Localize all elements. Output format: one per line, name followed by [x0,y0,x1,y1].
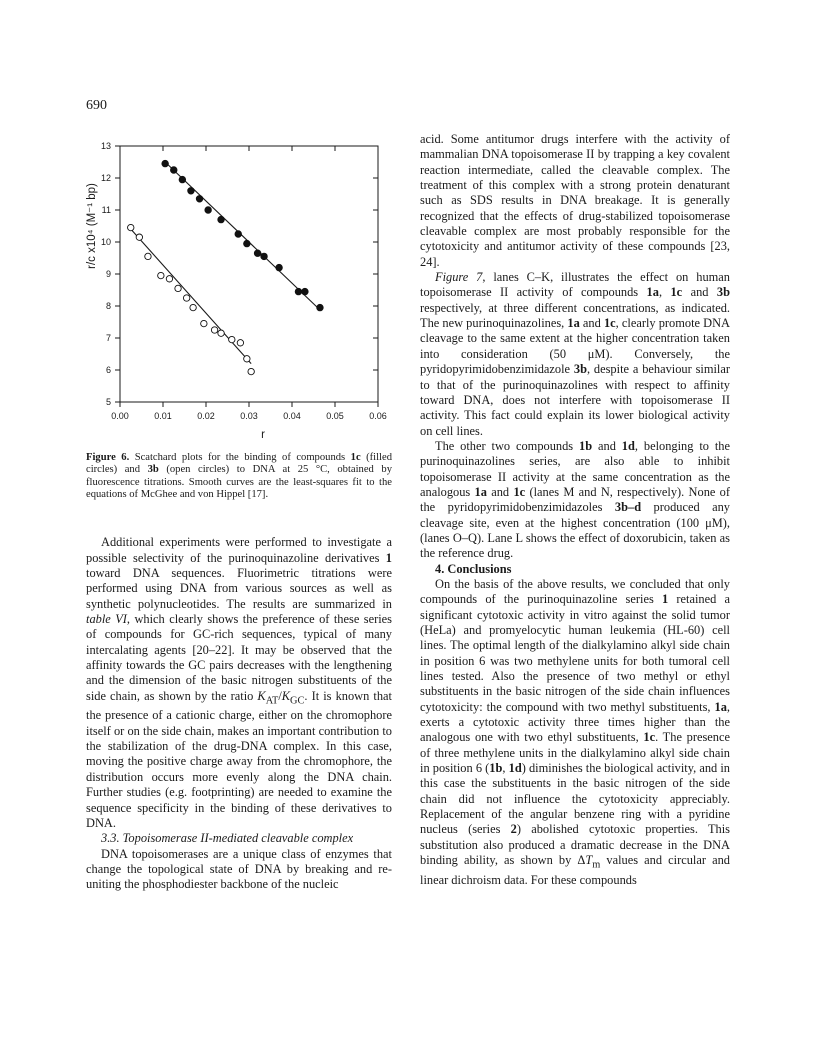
filled-data-point [196,195,203,202]
y-axis-title: r/c x10⁴ (M⁻¹ bp) [86,183,98,269]
open-data-point [190,304,196,310]
x-tick-label: 0.06 [369,411,387,421]
filled-data-point [254,250,261,257]
open-data-point [158,272,164,278]
chart-points [128,160,324,375]
filled-data-point [179,176,186,183]
open-data-point [166,276,172,282]
open-data-point [175,285,181,291]
open-data-point [248,368,254,374]
y-tick-label: 8 [105,301,111,311]
paragraph: On the basis of the above results, we concluded that only compounds of the purinoquinazoline series 1 retained a significant cytotoxic activity in vitro against the solid tumor (HeLa) and promyelocytic human leukemia (HL-60) cell lines. The optimal length of the dialkylamino alkyl side chain in position 6 was two methylene units for both tumoral cell lines tested. Also the presence of two methyl or ethyl substituents in the basic nitrogen of the side chain influences cytotoxicity: the compound with two methyl substituents, 1a, exerts a cytotoxic activity three times higher than the analogous one with two ethyl substituents, 1c. The presence of three methylene units in the dialkylamino alkyl side chain in position 6 (1b, 1d) diminishes the biological activity, and in this case the substituents in the basic nitrogen of the side chain did not influence the cytotoxicity appreciably. Replacement of the angular benzene ring with a pyridine nucleus (series 2) abolished cytotoxic properties. This substitution also produced a dramatic decrease in the DNA binding ability, as shown by $\Delta T_m$ values and circular and linear dichroism data. For these compounds [420,576,730,887]
paragraph: DNA topoisomerases are a unique class of enzymes that change the topological state of DNA by breaking and re-uniting the phosphodiester backbone of the nucleic [86,846,392,892]
filled-data-point [170,167,177,174]
table-ref: table VI [86,611,127,626]
open-data-point [244,356,250,362]
section-heading: 4. Conclusions [435,561,512,576]
x-tick-label: 0.00 [111,411,129,421]
open-data-point [145,253,151,259]
paragraph: Figure 7, lanes C–K, illustrates the effect on human topoisomerase II activity of compounds 1a, 1c and 3b respectively, at three different concentrations, as indicated. The new purinoquinazolines, 1a and 1c, clearly promote DNA cleavage to the same extent at the higher concentration taken into consideration (50 μM). Conversely, the pyridopyrimidobenzimidazole 3b, despite a behaviour similar to that of the purinoquinazolines with respect to affinity toward DNA, does not interfere with topoisomerase II activity. This fact could explain its lower biological activity on cell lines. [420,270,730,438]
paragraph: The other two compounds 1b and 1d, belonging to the purinoquinazolines series, are also able to inhibit topoisomerase II activity at the same concentration as the analogous 1a and 1c (lanes M and N, respectively). None of the pyridopyrimidobenzimidazoles 3b–d produced any cleavage site, even at the highest concentration (100 μM), (lanes O–Q). Lane L shows the effect of doxorubicin, taken as the reference drug. [420,438,731,561]
caption-text: Scatchard plots for the binding of compounds [129,452,351,463]
open-data-point [211,327,217,333]
y-tick-label: 7 [105,333,111,343]
open-data-point [218,330,224,336]
y-tick-label: 13 [100,141,111,151]
caption-text: (open circles) to DNA at 25 °C, obtained by fluorescence titrations. Smooth curves are the least-squares fit to the equations of McGhee and von Hippel [17]. [86,464,392,500]
left-column [86,132,392,893]
figure-6 [86,132,392,442]
caption-label: Figure 6. [86,452,130,463]
x-axis-title: r [261,429,265,441]
filled-data-point [218,216,225,223]
filled-data-point [205,207,212,214]
paragraph: Additional experiments were performed to investigate a possible selectivity of the purinoquinazoline derivatives 1 toward DNA sequences. Fluorimetric titrations were performed using DNA from various sources as well as synthetic polynucleotides. The results are summarized in table VI, which clearly shows the preference of these series of compounds for GC-rich sequences, typical of many intercalating agents [20–22]. It may be observed that the affinity towards the GC pairs decreases with the lengthening and the dimension of the basic nitrogen substituents of the side chain, as shown by the ratio $K_{AT}/K_{GC}$. It is known that the presence of a cationic charge, either on the chromophore itself or on the side chain, makes an important contribution to the stabilization of the drug-DNA complex. In this case, moving the positive charge away from the chromophore, the distribution occurs more evenly along the DNA chain. Further studies (e.g. footprinting) are needed to examine the sequence specificity in the binding of these derivatives to DNA. [86,535,392,830]
fit-line [165,162,320,310]
filled-data-point [276,264,283,271]
y-tick-label: 10 [100,237,111,247]
open-data-point [136,234,142,240]
y-tick-label: 11 [101,205,111,215]
x-tick-label: 0.01 [154,411,172,421]
x-tick-label: 0.02 [197,411,215,421]
filled-data-point [188,187,195,194]
open-data-point [183,295,189,301]
open-data-point [128,224,134,230]
x-tick-label: 0.04 [283,411,301,421]
y-tick-label: 6 [105,365,111,375]
scatchard-chart [86,132,392,442]
paragraph: acid. Some antitumor drugs interfere with the activity of mammalian DNA topoisomerase II by trapping a key covalent reaction intermediate, called the cleavable complex. The treatment of this complex with a strong protein denaturant such as SDS results in DNA breakage. It is generally recognized that the effects of drug-stabilized topoisomerase cleavable complex are most probably responsible for the cytotoxicity and antitumor activity of these compounds [23, 24]. [420,132,730,269]
filled-data-point [295,288,302,295]
right-column [420,132,730,888]
filled-data-point [243,240,250,247]
figure-caption [86,452,392,501]
figure-ref: Figure 7 [435,270,483,285]
open-data-point [229,336,235,342]
y-tick-label: 9 [105,269,111,279]
filled-data-point [302,288,309,295]
y-tick-label: 5 [105,397,111,407]
compound-ref: 3b [147,464,159,476]
filled-data-point [261,253,268,260]
compound-ref: 1c [350,452,361,463]
x-tick-label: 0.05 [326,411,344,421]
page-number: 690 [86,98,107,113]
filled-data-point [235,231,242,238]
filled-data-point [162,160,169,167]
section-subheading: 3.3. Topoisomerase II-mediated cleavable complex [101,831,354,846]
chart-ticks [101,141,387,421]
open-data-point [237,340,243,346]
caption-text: (filled circles) and [86,452,392,476]
y-tick-label: 12 [100,173,111,183]
x-tick-label: 0.03 [240,411,258,421]
open-data-point [201,320,207,326]
filled-data-point [317,304,324,311]
